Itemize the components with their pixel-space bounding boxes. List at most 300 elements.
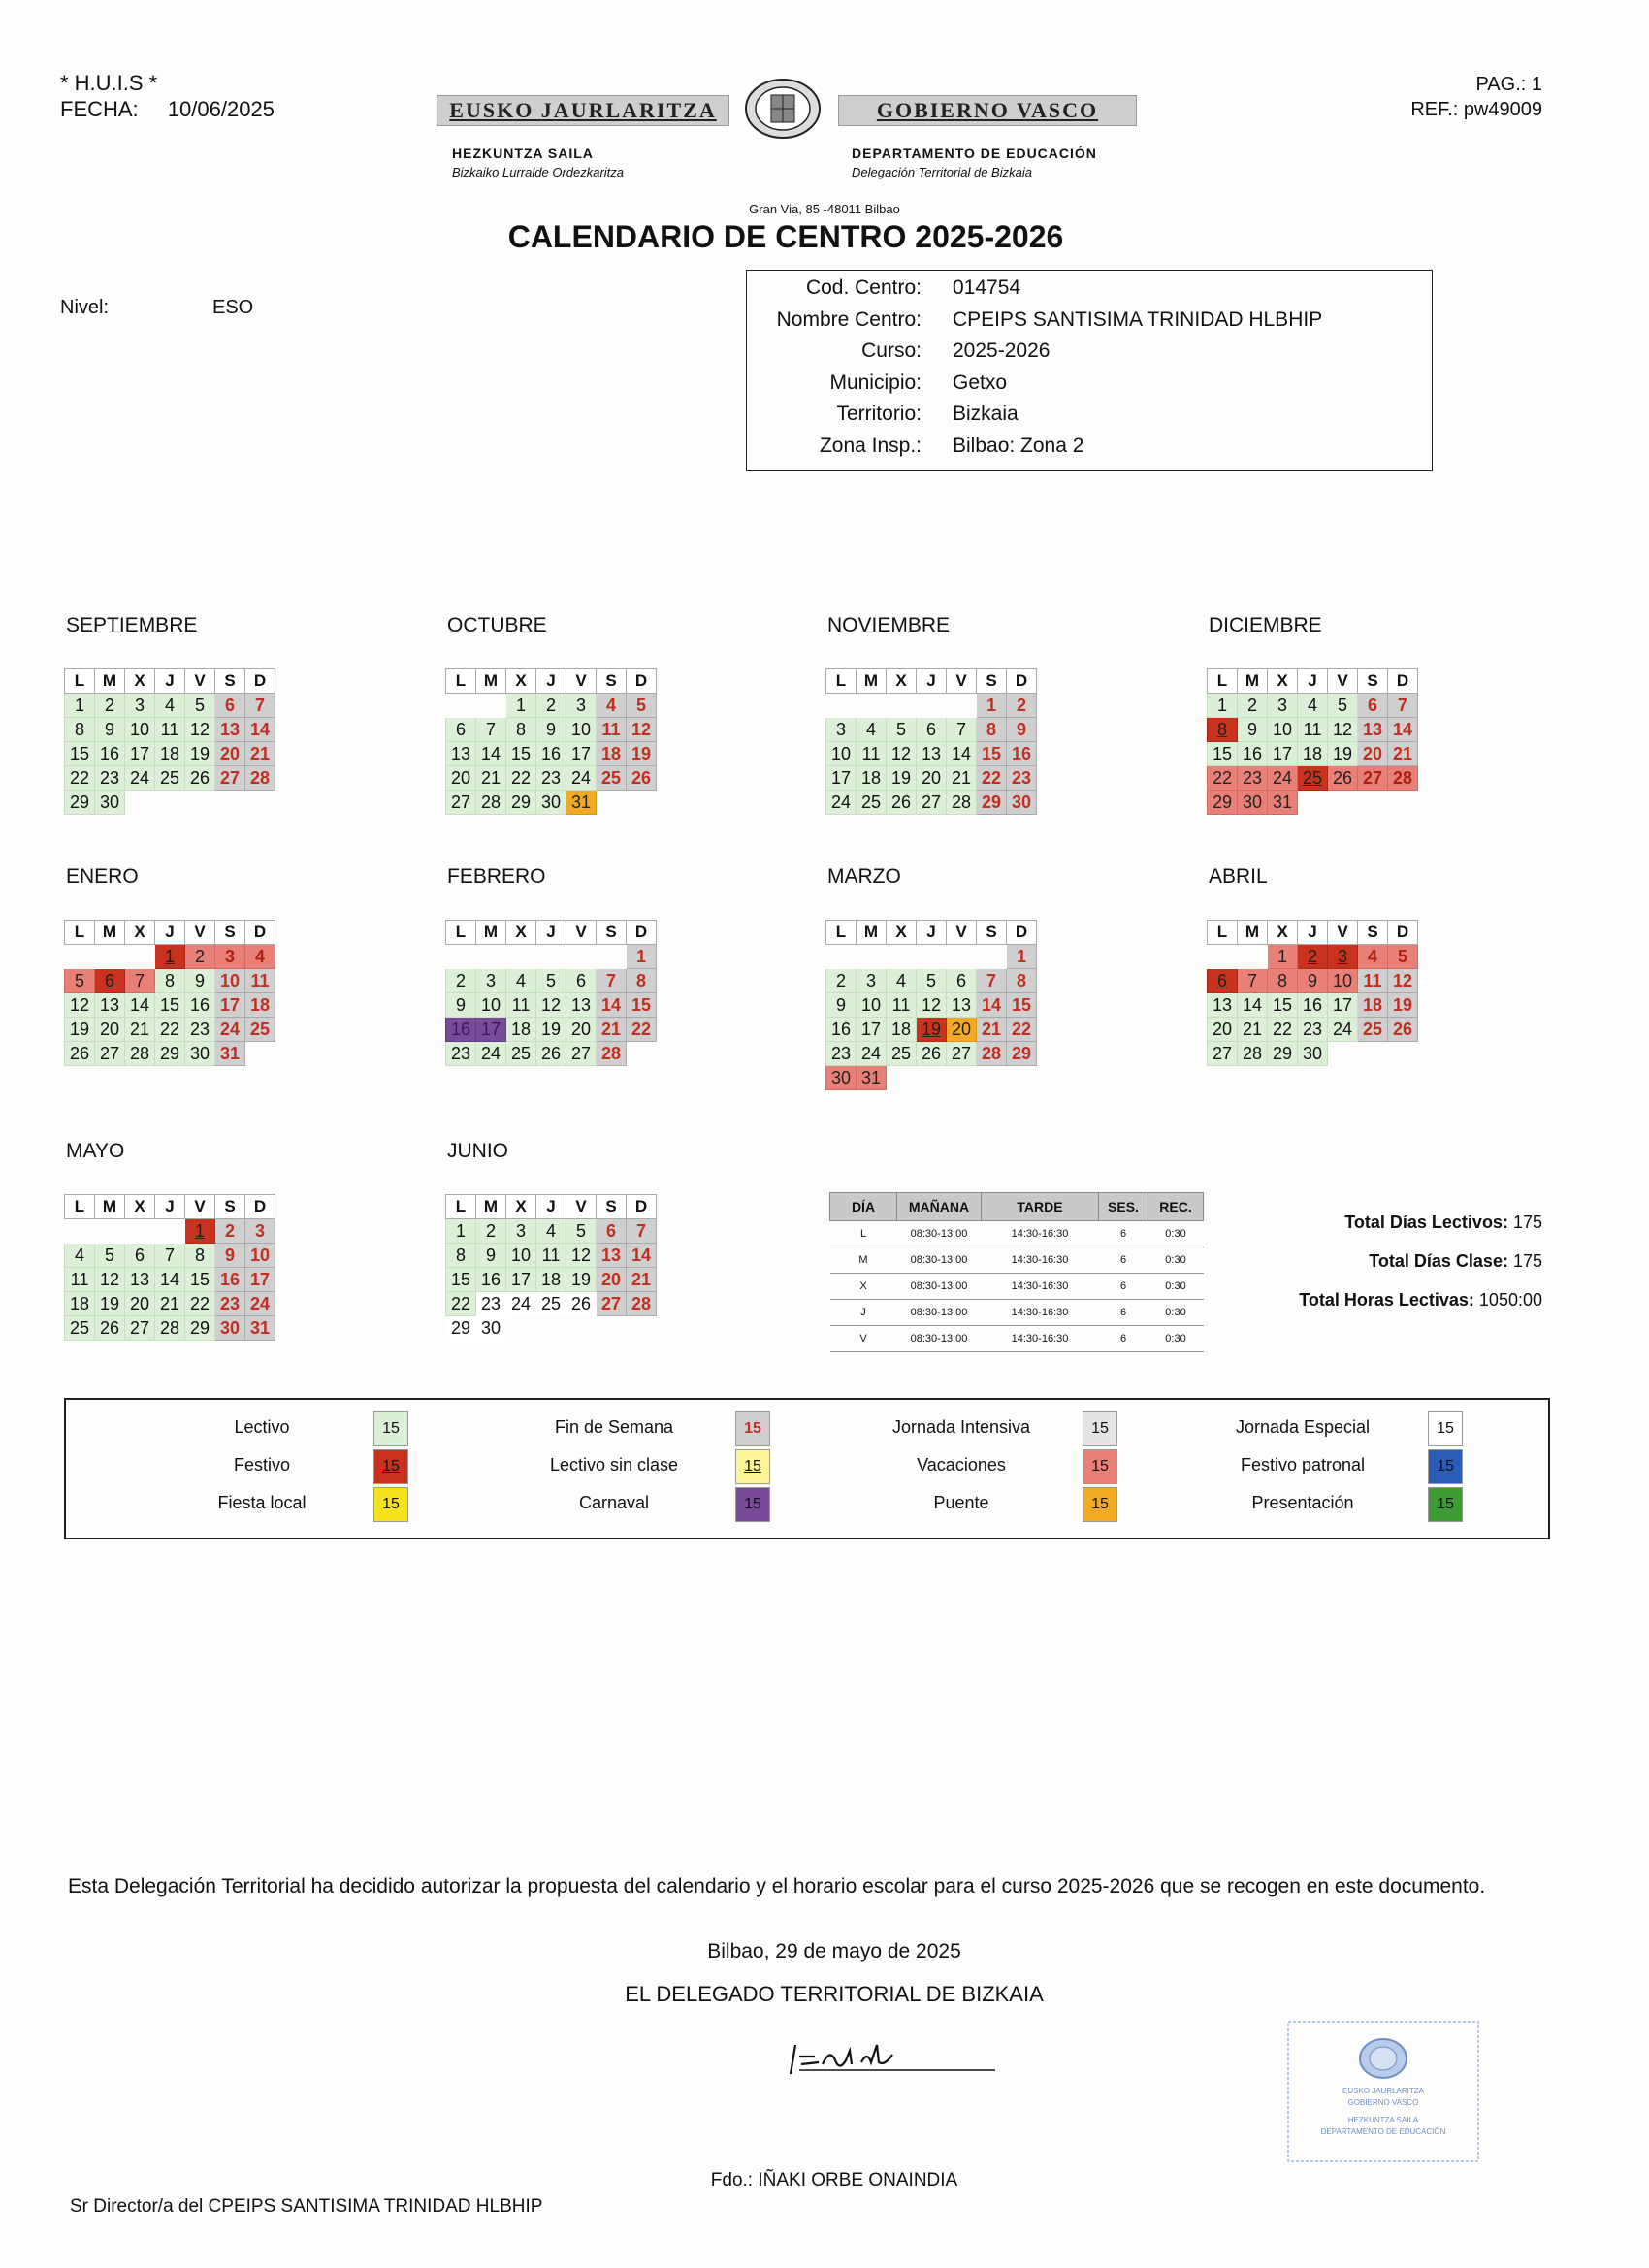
day-cell: 15 (155, 993, 185, 1018)
day-cell: 18 (536, 1268, 566, 1292)
day-cell: 10 (506, 1244, 536, 1268)
day-cell: 29 (446, 1316, 476, 1341)
week-row (1208, 718, 1418, 742)
weekday-header-row (1208, 669, 1418, 694)
weekday-label: L (446, 669, 476, 694)
day-cell: 6 (597, 1219, 627, 1244)
week-row (65, 993, 275, 1018)
day-cell: 29 (977, 791, 1007, 815)
day-cell: 7 (947, 718, 977, 742)
day-cell: 23 (95, 766, 125, 791)
nivel-label: Nivel: (60, 297, 110, 318)
centro-value: 014754 (953, 276, 1021, 299)
day-cell: 4 (506, 969, 536, 993)
day-cell: 21 (627, 1268, 657, 1292)
month-table (825, 920, 1037, 1090)
week-row (446, 1292, 657, 1316)
day-cell: 15 (446, 1268, 476, 1292)
schedule-header: REC. (1148, 1193, 1204, 1221)
week-row (826, 1066, 1037, 1090)
day-cell: 17 (826, 766, 857, 791)
day-cell: 8 (185, 1244, 215, 1268)
weekday-header-row (65, 669, 275, 694)
total-line (1271, 1203, 1542, 1242)
legend-swatch: 15 (735, 1449, 770, 1484)
legend-label: Vacaciones (917, 1455, 1006, 1474)
day-cell: 10 (857, 993, 887, 1018)
day-cell: 1 (1208, 694, 1238, 718)
total-label: Total Días Clase: (1369, 1251, 1508, 1271)
week-row (65, 1219, 275, 1244)
month-name: MAYO (66, 1140, 125, 1162)
day-cell: 18 (506, 1018, 536, 1042)
week-row (65, 1244, 275, 1268)
week-row (65, 945, 275, 969)
week-row (826, 993, 1037, 1018)
day-cell: 12 (1328, 718, 1358, 742)
weekday-label: X (506, 669, 536, 694)
day-cell: 17 (506, 1268, 536, 1292)
week-row (1208, 969, 1418, 993)
empty-cell (597, 791, 627, 815)
schedule-cell: 0:30 (1148, 1247, 1204, 1274)
week-row (446, 1244, 657, 1268)
day-cell: 26 (65, 1042, 95, 1066)
empty-cell (1007, 1066, 1037, 1090)
weekday-header-row (446, 921, 657, 945)
day-cell: 26 (185, 766, 215, 791)
day-cell: 13 (446, 742, 476, 766)
empty-cell (566, 1316, 597, 1341)
schedule-table (829, 1192, 1204, 1352)
day-cell: 17 (215, 993, 245, 1018)
weekday-label: M (1238, 921, 1268, 945)
day-cell: 16 (476, 1268, 506, 1292)
day-cell: 20 (215, 742, 245, 766)
week-row (65, 1268, 275, 1292)
day-cell: 2 (1238, 694, 1268, 718)
weekday-header-row (65, 921, 275, 945)
day-cell: 22 (1007, 1018, 1037, 1042)
month-calendar (825, 865, 1037, 1090)
day-cell: 21 (947, 766, 977, 791)
day-cell: 20 (947, 1018, 977, 1042)
month-calendar (1207, 614, 1418, 815)
day-cell: 11 (887, 993, 917, 1018)
legend-label: Lectivo (234, 1417, 290, 1437)
weekday-header-row (446, 1195, 657, 1219)
weekday-label: J (155, 921, 185, 945)
week-row (446, 766, 657, 791)
legend-swatch: 15 (1083, 1487, 1117, 1522)
day-cell: 10 (826, 742, 857, 766)
day-cell: 7 (245, 694, 275, 718)
day-cell: 14 (125, 993, 155, 1018)
schedule-header: TARDE (982, 1193, 1099, 1221)
day-cell: 8 (446, 1244, 476, 1268)
empty-cell (215, 791, 245, 815)
empty-cell (125, 1219, 155, 1244)
schedule-cell: 0:30 (1148, 1300, 1204, 1326)
empty-cell (155, 1219, 185, 1244)
day-cell: 7 (1238, 969, 1268, 993)
day-cell: 30 (1298, 1042, 1328, 1066)
day-cell: 3 (566, 694, 597, 718)
day-cell: 4 (245, 945, 275, 969)
legend-label: Lectivo sin clase (549, 1455, 679, 1474)
legend-swatch: 15 (1428, 1449, 1463, 1484)
empty-cell (947, 945, 977, 969)
nivel-value: ESO (212, 297, 254, 318)
weekday-label: X (887, 921, 917, 945)
empty-cell (446, 945, 476, 969)
day-cell: 23 (215, 1292, 245, 1316)
week-row (1208, 1042, 1418, 1066)
day-cell: 27 (597, 1292, 627, 1316)
empty-cell (1358, 1042, 1388, 1066)
day-cell: 20 (125, 1292, 155, 1316)
day-cell: 19 (185, 742, 215, 766)
empty-cell (917, 694, 947, 718)
day-cell: 8 (155, 969, 185, 993)
empty-cell (947, 694, 977, 718)
day-cell: 18 (1298, 742, 1328, 766)
day-cell: 10 (215, 969, 245, 993)
day-cell: 13 (1358, 718, 1388, 742)
empty-cell (977, 945, 1007, 969)
weekday-label: S (597, 1195, 627, 1219)
day-cell: 5 (185, 694, 215, 718)
day-cell: 25 (65, 1316, 95, 1341)
weekday-header-row (826, 669, 1037, 694)
day-cell: 28 (1388, 766, 1418, 791)
centro-row (747, 435, 1432, 466)
empty-cell (627, 1042, 657, 1066)
total-line (1271, 1242, 1542, 1280)
weekday-header-row (65, 1195, 275, 1219)
week-row (65, 1042, 275, 1066)
day-cell: 26 (566, 1292, 597, 1316)
month-table (825, 668, 1037, 815)
schedule-header: DÍA (830, 1193, 897, 1221)
week-row (65, 742, 275, 766)
weekday-label: D (1388, 921, 1418, 945)
day-cell: 14 (1238, 993, 1268, 1018)
week-row (826, 718, 1037, 742)
weekday-label: D (1388, 669, 1418, 694)
schedule-cell: 08:30-13:00 (897, 1221, 982, 1247)
day-cell: 17 (476, 1018, 506, 1042)
empty-cell (65, 1219, 95, 1244)
week-row (446, 945, 657, 969)
centro-label: Zona Insp.: (819, 434, 922, 457)
coat-of-arms-icon (742, 78, 824, 140)
day-cell: 28 (1238, 1042, 1268, 1066)
authorization-text: Esta Delegación Territorial ha decidido autorizar la propuesta del calendario y el horario escolar para el curso 2025-2026 que se recogen en este documento. (68, 1875, 1486, 1897)
weekday-label: D (245, 669, 275, 694)
day-cell: 30 (215, 1316, 245, 1341)
day-cell: 11 (536, 1244, 566, 1268)
day-cell: 9 (1298, 969, 1328, 993)
weekday-label: S (977, 921, 1007, 945)
day-cell: 19 (1388, 993, 1418, 1018)
schedule-cell: 6 (1099, 1300, 1148, 1326)
weekday-label: S (597, 921, 627, 945)
day-cell: 22 (627, 1018, 657, 1042)
weekday-label: S (1358, 669, 1388, 694)
month-name: MARZO (827, 865, 901, 888)
weekday-label: D (245, 921, 275, 945)
legend-swatch: 15 (1083, 1449, 1117, 1484)
day-cell: 24 (476, 1042, 506, 1066)
centro-label: Municipio: (829, 371, 922, 394)
day-cell: 15 (65, 742, 95, 766)
weekday-label: S (215, 921, 245, 945)
day-cell: 9 (1007, 718, 1037, 742)
weekday-label: V (947, 669, 977, 694)
empty-cell (125, 791, 155, 815)
day-cell: 6 (566, 969, 597, 993)
weekday-label: J (155, 1195, 185, 1219)
day-cell: 16 (536, 742, 566, 766)
day-cell: 16 (215, 1268, 245, 1292)
legend-swatch: 15 (373, 1487, 408, 1522)
month-calendar (64, 1140, 275, 1341)
day-cell: 2 (1007, 694, 1037, 718)
weekday-label: V (566, 669, 597, 694)
day-cell: 12 (566, 1244, 597, 1268)
day-cell: 28 (155, 1316, 185, 1341)
signature-icon (776, 2033, 999, 2082)
weekday-label: X (1268, 669, 1298, 694)
month-name: FEBRERO (447, 865, 546, 888)
day-cell: 31 (857, 1066, 887, 1090)
day-cell: 27 (446, 791, 476, 815)
week-row (446, 969, 657, 993)
weekday-label: D (627, 669, 657, 694)
week-row (65, 694, 275, 718)
dept-left-title: HEZKUNTZA SAILA (452, 146, 594, 161)
day-cell: 27 (566, 1042, 597, 1066)
day-cell: 15 (185, 1268, 215, 1292)
legend-swatch: 15 (1428, 1487, 1463, 1522)
weekday-label: L (446, 1195, 476, 1219)
day-cell: 23 (476, 1292, 506, 1316)
dept-left (452, 144, 624, 182)
nivel-line (60, 297, 254, 319)
empty-cell (1238, 945, 1268, 969)
week-row (826, 1042, 1037, 1066)
weekday-label: V (566, 921, 597, 945)
schedule-cell: 14:30-16:30 (982, 1326, 1099, 1352)
centro-row (747, 340, 1432, 371)
day-cell: 25 (155, 766, 185, 791)
day-cell: 27 (95, 1042, 125, 1066)
schedule-cell: 0:30 (1148, 1326, 1204, 1352)
day-cell: 13 (125, 1268, 155, 1292)
week-row (65, 718, 275, 742)
legend-label: Carnaval (578, 1493, 650, 1512)
day-cell: 25 (597, 766, 627, 791)
centro-value: Bilbao: Zona 2 (953, 434, 1084, 457)
stamp-line-4: DEPARTAMENTO DE EDUCACIÓN (1320, 2127, 1446, 2136)
schedule-row (830, 1274, 1204, 1300)
day-cell: 1 (506, 694, 536, 718)
weekday-label: S (977, 669, 1007, 694)
schedule-row (830, 1247, 1204, 1274)
empty-cell (627, 1316, 657, 1341)
day-cell: 20 (95, 1018, 125, 1042)
schedule-cell: 08:30-13:00 (897, 1274, 982, 1300)
empty-cell (245, 1042, 275, 1066)
week-row (826, 791, 1037, 815)
schedule-cell: 14:30-16:30 (982, 1300, 1099, 1326)
schedule-cell: 14:30-16:30 (982, 1274, 1099, 1300)
schedule-row (830, 1221, 1204, 1247)
schedule-cell: 0:30 (1148, 1221, 1204, 1247)
month-table (64, 1194, 275, 1341)
delegate-title: EL DELEGADO TERRITORIAL DE BIZKAIA (625, 1982, 1044, 2006)
address: Gran Via, 85 -48011 Bilbao (749, 202, 900, 216)
day-cell: 3 (857, 969, 887, 993)
month-table (64, 668, 275, 815)
day-cell: 14 (977, 993, 1007, 1018)
total-value: 175 (1507, 1251, 1542, 1271)
weekday-label: X (506, 921, 536, 945)
weekday-label: D (627, 921, 657, 945)
stamp-line-1: EUSKO JAURLARITZA (1342, 2087, 1424, 2095)
day-cell: 23 (1238, 766, 1268, 791)
centro-row (747, 403, 1432, 434)
centro-info-box (746, 270, 1433, 471)
day-cell: 1 (627, 945, 657, 969)
day-cell: 11 (857, 742, 887, 766)
day-cell: 12 (1388, 969, 1418, 993)
header-right (1410, 72, 1542, 122)
day-cell: 9 (446, 993, 476, 1018)
legend-label: Fin de Semana (554, 1417, 674, 1437)
empty-cell (65, 945, 95, 969)
day-cell: 10 (476, 993, 506, 1018)
day-cell: 26 (627, 766, 657, 791)
legend-label: Jornada Especial (1235, 1417, 1371, 1437)
day-cell: 29 (1268, 1042, 1298, 1066)
empty-cell (155, 791, 185, 815)
schedule-cell: 6 (1099, 1247, 1148, 1274)
week-row (65, 766, 275, 791)
day-cell: 31 (566, 791, 597, 815)
day-cell: 26 (95, 1316, 125, 1341)
week-row (446, 1268, 657, 1292)
day-cell: 16 (826, 1018, 857, 1042)
day-cell: 5 (627, 694, 657, 718)
day-cell: 1 (155, 945, 185, 969)
day-cell: 24 (506, 1292, 536, 1316)
day-cell: 11 (65, 1268, 95, 1292)
day-cell: 19 (627, 742, 657, 766)
day-cell: 25 (1358, 1018, 1388, 1042)
weekday-label: M (1238, 669, 1268, 694)
empty-cell (536, 1316, 566, 1341)
week-row (1208, 945, 1418, 969)
empty-cell (597, 945, 627, 969)
day-cell: 15 (506, 742, 536, 766)
legend-label: Fiesta local (217, 1493, 307, 1512)
day-cell: 19 (95, 1292, 125, 1316)
day-cell: 7 (1388, 694, 1418, 718)
day-cell: 20 (597, 1268, 627, 1292)
day-cell: 3 (506, 1219, 536, 1244)
empty-cell (917, 945, 947, 969)
schedule-cell: 14:30-16:30 (982, 1247, 1099, 1274)
weekday-label: D (1007, 921, 1037, 945)
month-calendar (445, 614, 657, 815)
month-name: SEPTIEMBRE (66, 614, 198, 636)
day-cell: 11 (1298, 718, 1328, 742)
day-cell: 18 (1358, 993, 1388, 1018)
day-cell: 16 (1238, 742, 1268, 766)
week-row (826, 1018, 1037, 1042)
empty-cell (887, 1066, 917, 1090)
day-cell: 13 (1208, 993, 1238, 1018)
empty-cell (95, 945, 125, 969)
day-cell: 30 (476, 1316, 506, 1341)
day-cell: 19 (536, 1018, 566, 1042)
weekday-label: V (1328, 669, 1358, 694)
day-cell: 11 (245, 969, 275, 993)
empty-cell (597, 1316, 627, 1341)
dept-right-title: DEPARTAMENTO DE EDUCACIÓN (852, 146, 1097, 161)
empty-cell (887, 694, 917, 718)
day-cell: 13 (215, 718, 245, 742)
day-cell: 13 (95, 993, 125, 1018)
day-cell: 28 (597, 1042, 627, 1066)
empty-cell (826, 945, 857, 969)
day-cell: 1 (977, 694, 1007, 718)
weekday-label: M (857, 669, 887, 694)
day-cell: 19 (65, 1018, 95, 1042)
day-cell: 13 (566, 993, 597, 1018)
week-row (446, 718, 657, 742)
day-cell: 12 (95, 1268, 125, 1292)
day-cell: 30 (1007, 791, 1037, 815)
day-cell: 4 (65, 1244, 95, 1268)
day-cell: 27 (125, 1316, 155, 1341)
day-cell: 17 (1268, 742, 1298, 766)
week-row (1208, 993, 1418, 1018)
day-cell: 24 (245, 1292, 275, 1316)
day-cell: 18 (155, 742, 185, 766)
day-cell: 1 (1268, 945, 1298, 969)
schedule-header: SES. (1099, 1193, 1148, 1221)
weekday-label: L (826, 921, 857, 945)
weekday-label: V (1328, 921, 1358, 945)
week-row (446, 742, 657, 766)
week-row (65, 969, 275, 993)
day-cell: 14 (597, 993, 627, 1018)
day-cell: 30 (1238, 791, 1268, 815)
total-label: Total Horas Lectivas: (1299, 1290, 1474, 1310)
empty-cell (826, 694, 857, 718)
day-cell: 2 (826, 969, 857, 993)
dept-right-subtitle: Delegación Territorial de Bizkaia (852, 165, 1032, 179)
month-calendar (445, 865, 657, 1066)
day-cell: 4 (1358, 945, 1388, 969)
weekday-label: D (627, 1195, 657, 1219)
dept-right (852, 144, 1097, 182)
month-name: OCTUBRE (447, 614, 547, 636)
legend-swatch: 15 (735, 1487, 770, 1522)
